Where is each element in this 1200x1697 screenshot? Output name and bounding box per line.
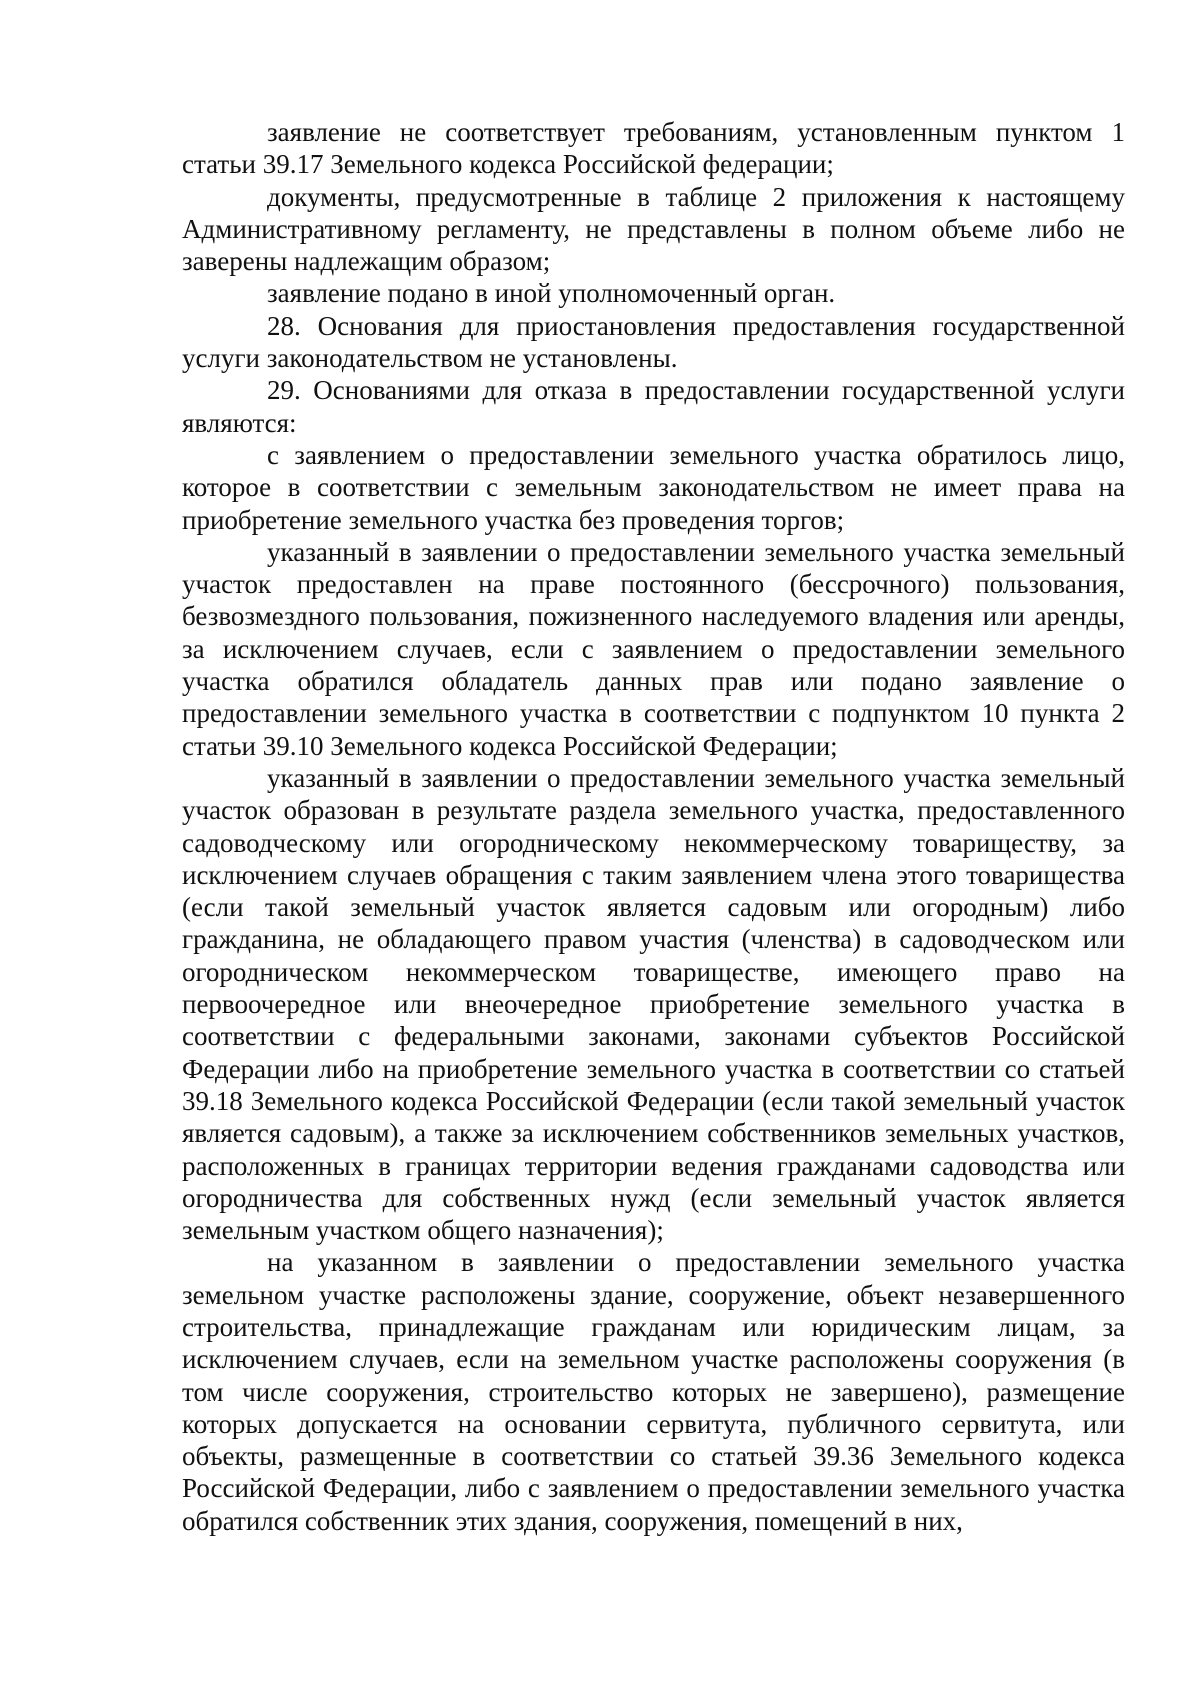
paragraph-documents-incomplete: документы, предусмотренные в таблице 2 приложения к настоящему Административному регламенту, не представлены в полном объеме либо не заверены надлежащим образом;: [182, 181, 1125, 277]
paragraph-buildings-on-plot: на указанном в заявлении о предоставлении земельного участка земельном участке расположены здание, сооружение, объект незавершенного строительства, принадлежащие гражданам или юридическим лицам, за исключением случаев, если на земельном участке расположены сооружения (в том числе сооружения, строительство которых не завершено), размещение которых допускается на основании сервитута, публичного сервитута, или объекты, размещенные в соответствии со статьей 39.36 Земельного кодекса Российской Федерации, либо с заявлением о предоставлении земельного участка обратился собственник этих здания, сооружения, помещений в них,: [182, 1247, 1125, 1536]
paragraph-item-29: 29. Основаниями для отказа в предоставлении государственной услуги являются:: [182, 375, 1125, 438]
paragraph-plot-from-partition: указанный в заявлении о предоставлении земельного участка земельный участок образован в результате раздела земельного участка, предоставленного садоводческому или огородническому некоммерческому товариществу, за исключением случаев обращения с таким заявлением члена этого товарищества (если такой земельный участок является садовым или огородным) либо гражданина, не обладающего правом участия (членства) в садоводческом или огородническом некоммерческом товариществе, имеющего право на первоочередное или внеочередное приобретение земельного участка в соответствии с федеральными законами, законами субъектов Российской Федерации либо на приобретение земельного участка в соответствии со статьей 39.18 Земельного кодекса Российской Федерации (если такой земельный участок является садовым), а также за исключением собственников земельных участков, расположенных в границах территории ведения гражданами садоводства или огородничества для собственных нужд (если земельный участок является земельным участком общего назначения);: [182, 762, 1125, 1246]
paragraph-application-noncompliant: заявление не соответствует требованиям, установленным пунктом 1 статьи 39.17 Земельного кодекса Российской федерации;: [182, 117, 1125, 180]
paragraph-plot-already-granted: указанный в заявлении о предоставлении земельного участка земельный участок предоставлен на праве постоянного (бессрочного) пользования, безвозмездного пользования, пожизненного наследуемого владения или аренды, за исключением случаев, если с заявлением о предоставлении земельного участка обратился обладатель данных прав или подано заявление о предоставлении земельного участка в соответствии с подпунктом 10 пункта 2 статьи 39.10 Земельного кодекса Российской Федерации;: [182, 536, 1125, 761]
paragraph-item-28: 28. Основания для приостановления предоставления государственной услуги законодательством не установлены.: [182, 310, 1125, 374]
document-body: [182, 116, 1125, 1537]
paragraph-no-right-without-auction: с заявлением о предоставлении земельного участка обратилось лицо, которое в соответствии с земельным законодательством не имеет права на приобретение земельного участка без проведения торгов;: [182, 439, 1125, 535]
paragraph-wrong-authority: заявление подано в иной уполномоченный орган.: [267, 278, 836, 309]
